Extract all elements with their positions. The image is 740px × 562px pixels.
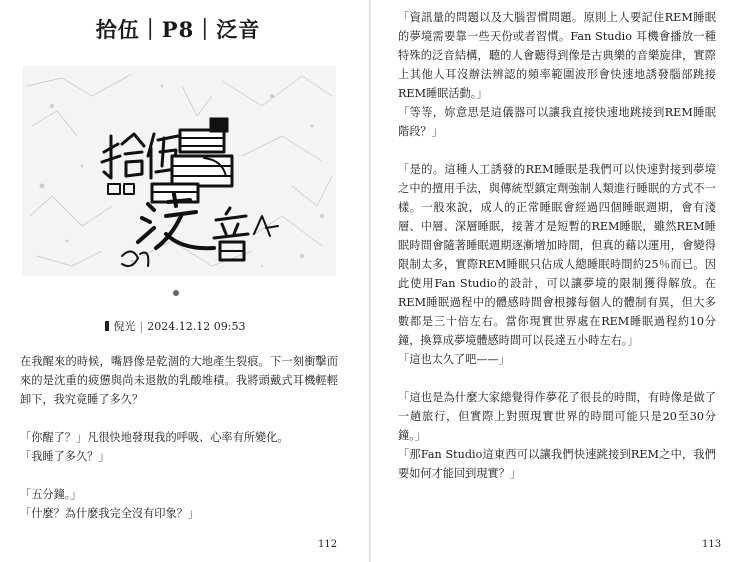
right-body-text xyxy=(398,8,716,483)
paragraph: 「這也太久了吧——」 xyxy=(398,353,510,366)
byline xyxy=(0,318,350,334)
paragraph: 「那Fan Studio這東西可以讓我們快速跳接到REM之中，我們要如何才能回到現實？」 xyxy=(398,448,716,480)
title-artwork xyxy=(22,66,336,276)
paragraph: 「什麼？為什麼我完全沒有印象？」 xyxy=(20,507,200,520)
byline-separator: | xyxy=(139,320,144,333)
paragraph: 「你醒了？」凡很快地發現我的呼吸、心率有所變化。 xyxy=(20,431,289,444)
paragraph: 「這也是為什麼大家總覺得作夢花了很長的時間，有時像是做了一趟旅行，但實際上對照現實世界的時間可能只是20至30分鐘。」 xyxy=(398,391,716,442)
chapter-title: 拾伍｜P8｜泛音 xyxy=(95,17,261,42)
author-name: 倪光 xyxy=(113,320,136,333)
paragraph: 「資訊量的問題以及大腦習慣問題。原則上人要記住REM睡眠的夢境需要靠一些天份或者習慣。Fan Studio 耳機會播放一種特殊的泛音結構，聽的人會聽得到像是古典樂的音樂旋律，實際上其他人耳沒辦法辨認的頻率範圍波形會快速地誘發腦部跳接REM睡眠活動。」 xyxy=(398,11,716,100)
page-number: 113 xyxy=(702,539,722,550)
paragraph: 「是的。這種人工誘發的REM睡眠是我們可以快速對接到夢境之中的擅用手法，與傳統型鎮定劑強制人類進行睡眠的方式不一樣。一般來說，成人的正常睡眠會經過四個睡眠週期，會有淺層、中層、深層睡眠，接著才是短暫的REM睡眠，雖然REM睡眠時間會隨著睡眠週期逐漸增加時間，但真的藉以運用，會變得限制太多，實際REM睡眠只佔成人總睡眠時間約25％而已。因此使用Fan Studio的設計，可以讓夢境的限制獲得解放。在REM睡眠過程中的體感時間會根據每個人的體制有異，但大多數都是三十倍左右。當你現實世界處在REM睡眠過程約10分鐘，換算成夢境體感時間可以長達五小時左右。」 xyxy=(398,163,716,347)
left-body-text xyxy=(20,352,338,523)
paragraph: 「等等，妳意思是這儀器可以讓我直接快速地跳接到REM睡眠階段？」 xyxy=(398,106,716,138)
handwritten-title-artwork-icon xyxy=(22,66,336,276)
paragraph: 「五分鐘。」 xyxy=(20,488,82,501)
author-marker-icon xyxy=(105,321,109,331)
right-page xyxy=(371,0,740,562)
post-datetime: 2024.12.12 09:53 xyxy=(147,320,246,333)
page-number: 112 xyxy=(318,539,338,550)
paragraph: 在我醒來的時候，嘴唇像是乾涸的大地產生裂痕。下一刻衝擊而來的是沈重的疲憊與尚未退散的乳酸堆積。我將頭戴式耳機輕輕卸下，我究竟睡了多久？ xyxy=(20,355,338,406)
paragraph: 「我睡了多久？」 xyxy=(20,450,110,463)
carousel-indicator-dot[interactable] xyxy=(173,290,179,296)
